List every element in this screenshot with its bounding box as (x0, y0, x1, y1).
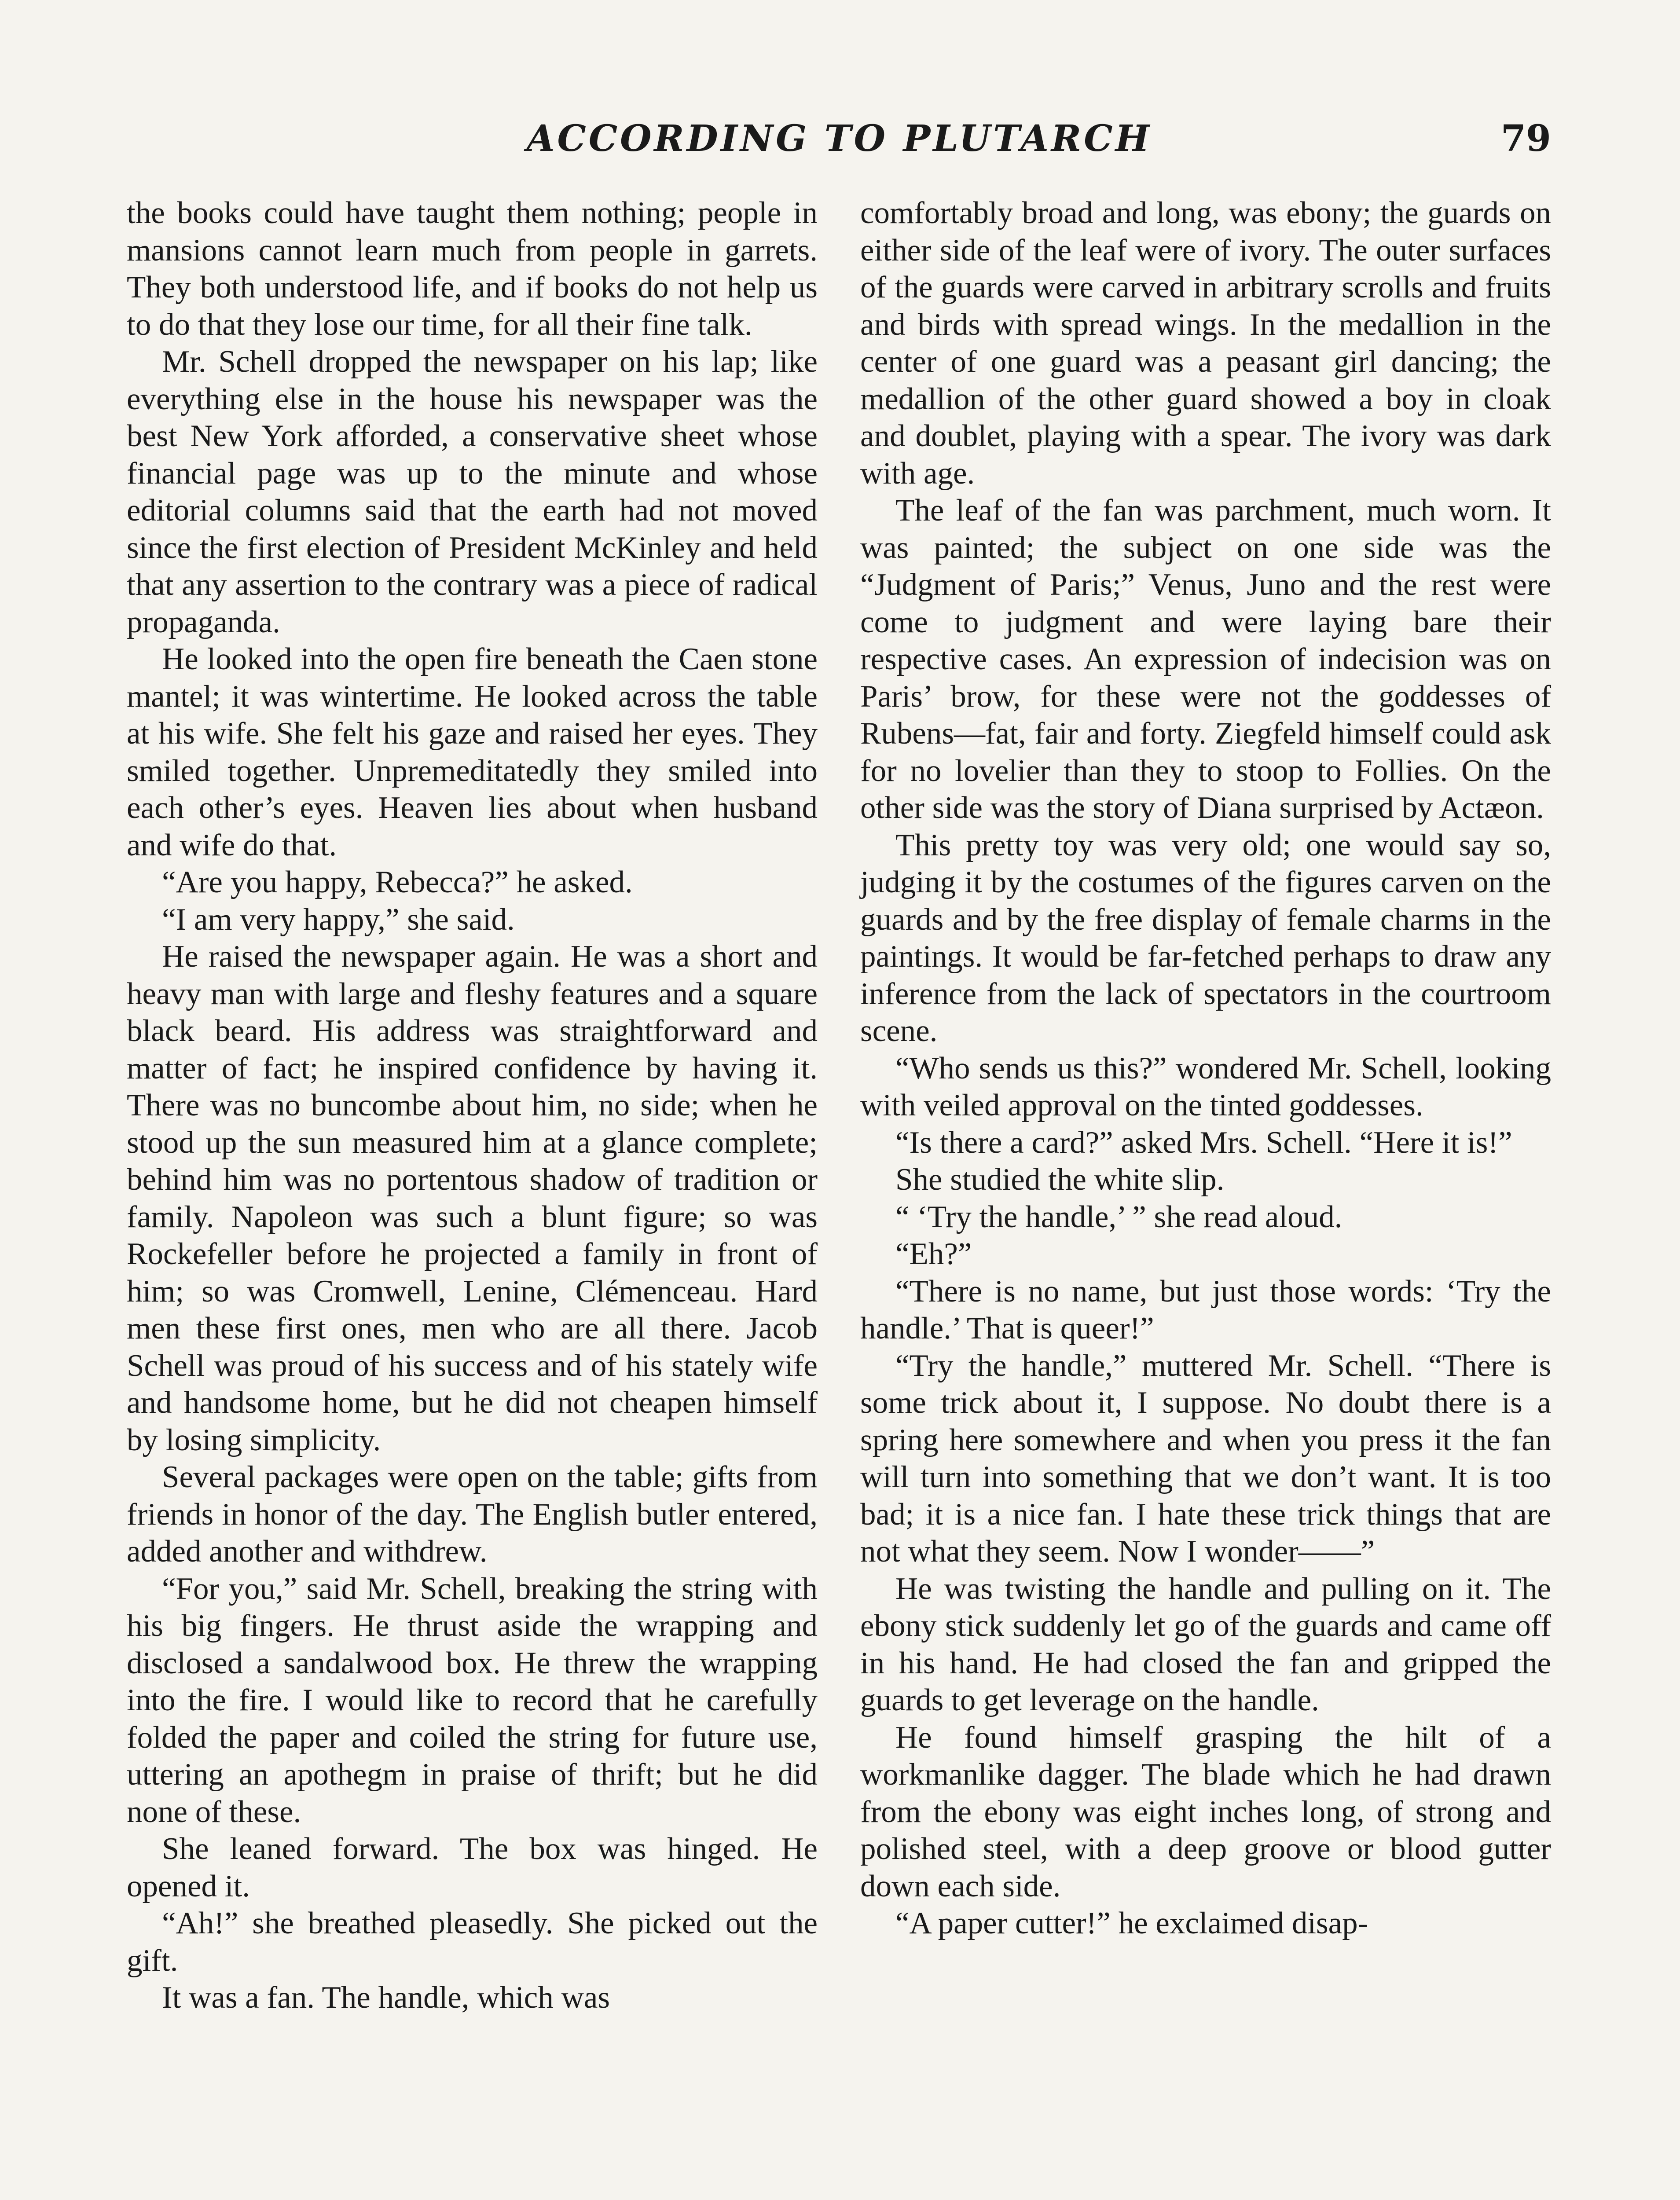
paragraph: Several packages were open on the table; gifts from friends in honor of the day. The English butler entered, added another and withdrew. (127, 1460, 818, 1569)
paragraph: He raised the newspaper again. He was a short and heavy man with large and fleshy features and a square black beard. His address was straightforward and matter of fact; he inspired confidence by having it. There was no buncombe about him, no side; when he stood up the sun measured him at a glance complete; behind him was no portentous shadow of tradition or family. Napoleon was such a blunt figure; so was Rockefeller before he projected a family in front of him; so was Cromwell, Lenine, Clémenceau. Hard men these first ones, men who are all there. Jacob Schell was proud of his success and of his stately wife and handsome home, but he did not cheapen himself by losing simplicity. (127, 939, 818, 1457)
paragraph: “Who sends us this?” wondered Mr. Schell, looking with veiled approval on the tinted goddesses. (860, 1051, 1551, 1122)
paragraph: “A paper cutter!” he exclaimed disap- (895, 1906, 1368, 1940)
paragraph: He was twisting the handle and pulling on it. The ebony stick suddenly let go of the guards and came off in his hand. He had closed the fan and gripped the guards to get leverage on the handle. (860, 1571, 1551, 1717)
page-number: 79 (1500, 117, 1551, 160)
running-title: ACCORDING TO PLUTARCH (526, 117, 1152, 160)
page-header (128, 112, 1551, 165)
paragraph: This pretty toy was very old; one would say so, judging it by the costumes of the figures carven on the guards and by the free display of female charms in the paintings. It would be far-fetched perhaps to draw any inference from the lack of spectators in the courtroom scene. (860, 828, 1551, 1048)
paragraph: “I am very happy,” she said. (162, 902, 515, 937)
paragraph: She studied the white slip. (895, 1162, 1225, 1197)
paragraph: comfortably broad and long, was ebony; the guards on either side of the leaf were of ivory. The outer surfaces of the guards were carved in arbitrary scrolls and fruits and birds with spread wings. In the medallion in the center of one guard was a peasant girl dancing; the medallion of the other guard showed a boy in cloak and doublet, playing with a spear. The ivory was dark with age. (860, 196, 1551, 491)
paragraph: “Is there a card?” asked Mrs. Schell. “Here it is!” (895, 1125, 1512, 1160)
paragraph: the books could have taught them nothing; people in mansions cannot learn much from people in garrets. They both understood life, and if books do not help us to do that they lose our time, for all their fine talk. (127, 196, 818, 342)
paragraph: “Ah!” she breathed pleasedly. She picked out the gift. (127, 1906, 818, 1978)
paragraph: He found himself grasping the hilt of a workmanlike dagger. The blade which he had drawn from the ebony was eight inches long, of strong and polished steel, with a deep groove or blood gutter down each side. (860, 1720, 1551, 1903)
left-text-column (127, 194, 818, 2017)
paragraph: “Try the handle,” muttered Mr. Schell. “There is some trick about it, I suppose. No doubt there is a spring here somewhere and when you press it the fan will turn into something that we don’t want. It is too bad; it is a nice fan. I hate these trick things that are not what they seem. Now I wonder——” (860, 1348, 1551, 1569)
right-text-column (860, 194, 1551, 1942)
paragraph: “Eh?” (895, 1237, 972, 1271)
paragraph: “For you,” said Mr. Schell, breaking the string with his big fingers. He thrust aside the wrapping and disclosed a sandalwood box. He threw the wrapping into the fire. I would like to record that he carefully folded the paper and coiled the string for future use, uttering an apothegm in praise of thrift; but he did none of these. (127, 1571, 818, 1829)
paragraph: He looked into the open fire beneath the Caen stone mantel; it was wintertime. He looked across the table at his wife. She felt his gaze and raised her eyes. They smiled together. Unpremeditatedly they smiled into each other’s eyes. Heaven lies about when husband and wife do that. (127, 642, 818, 862)
paragraph: Mr. Schell dropped the newspaper on his lap; like everything else in the house his newspaper was the best New York afforded, a conservative sheet whose financial page was up to the minute and whose editorial columns said that the earth had not moved since the first election of President McKinley and held that any assertion to the contrary was a piece of radical propaganda. (127, 345, 818, 639)
paragraph: “Are you happy, Rebecca?” he asked. (162, 865, 633, 899)
paragraph: The leaf of the fan was parchment, much worn. It was painted; the subject on one side was the “Judgment of Paris;” Venus, Juno and the rest were come to judgment and were laying bare their respective cases. An expression of indecision was on Paris’ brow, for these were not the goddesses of Rubens—fat, fair and forty. Ziegfeld himself could ask for no lovelier than they to stoop to Follies. On the other side was the story of Diana surprised by Actæon. (860, 493, 1551, 825)
paragraph: “ ‘Try the handle,’ ” she read aloud. (895, 1199, 1343, 1234)
paragraph: It was a fan. The handle, which was (162, 1980, 610, 2015)
paragraph: “There is no name, but just those words: ‘Try the handle.’ That is queer!” (860, 1274, 1551, 1346)
paragraph: She leaned forward. The box was hinged. He opened it. (127, 1832, 818, 1903)
